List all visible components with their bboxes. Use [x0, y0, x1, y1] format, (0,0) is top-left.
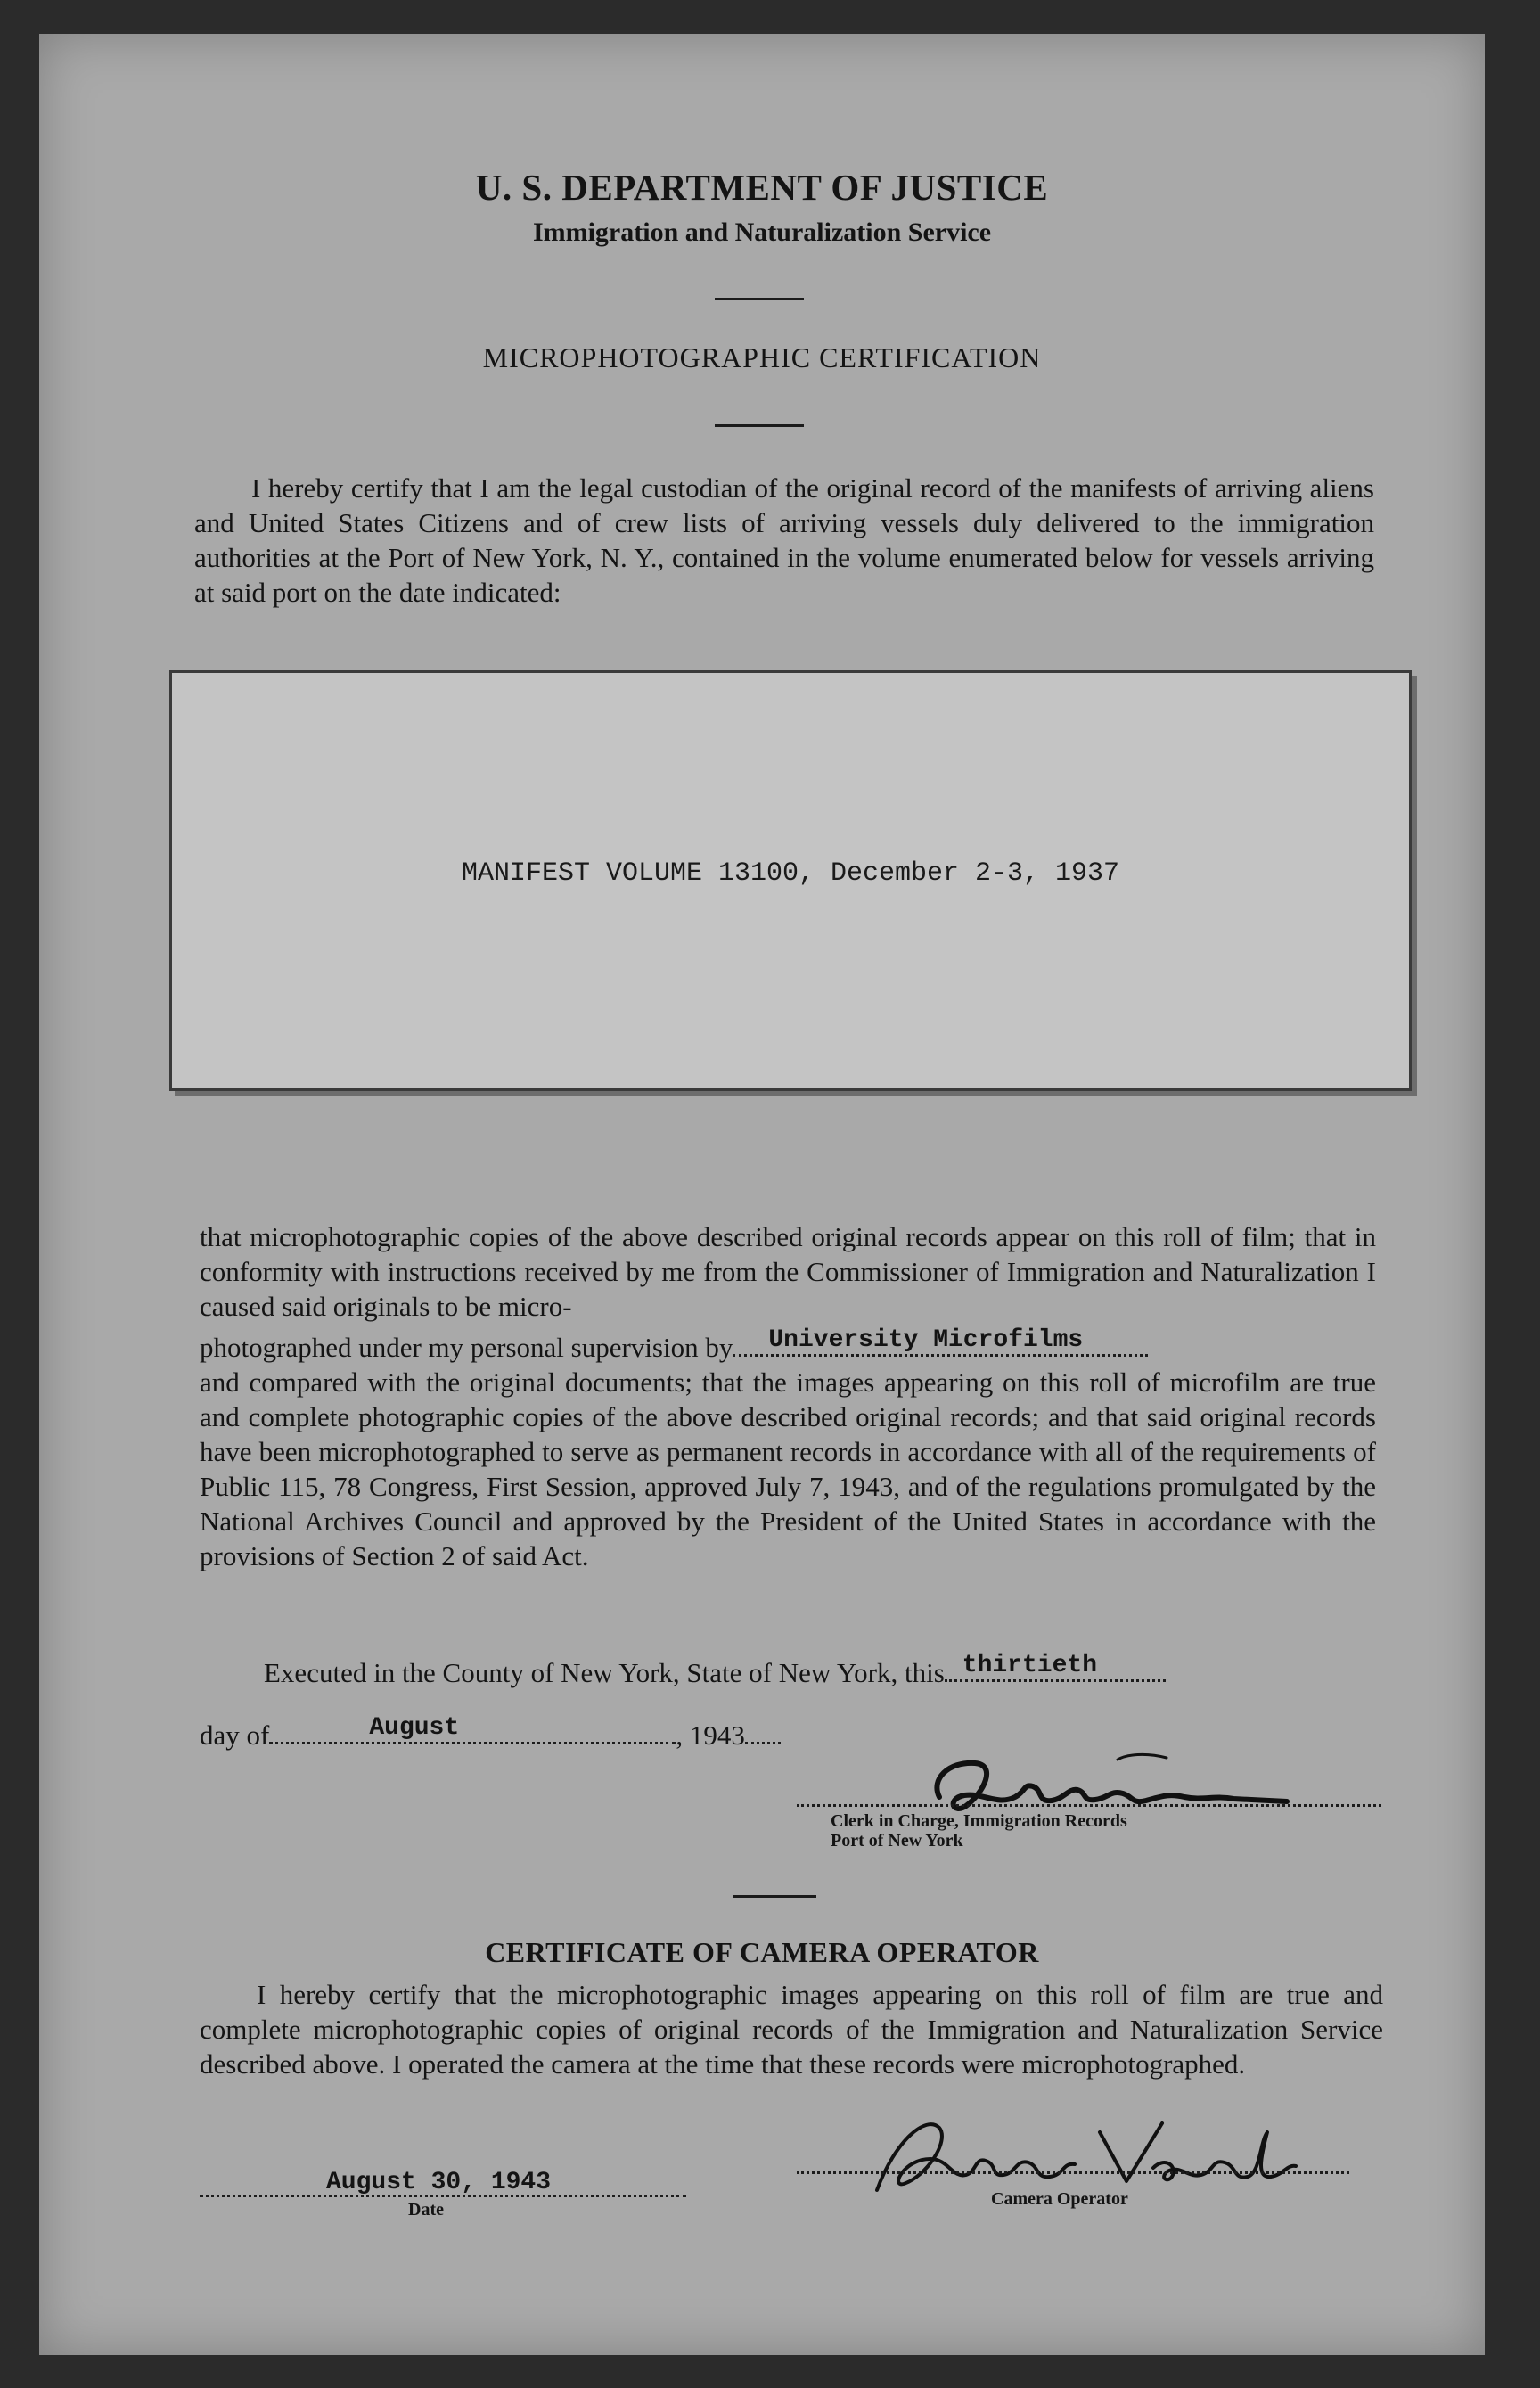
- service-subheading: Immigration and Naturalization Service: [532, 217, 992, 247]
- date-field: [200, 2162, 686, 2197]
- volume-box: [169, 670, 1412, 1091]
- year-dots: [745, 1711, 781, 1744]
- year-text: , 1943: [676, 1719, 745, 1751]
- certification-para-start: that microphotographic copies of the above described original records appear on this roll of film; that in conformity with instructions received by me from the Commissioner of Immigration and Naturalization I caused said originals to be micro-: [200, 1221, 1376, 1322]
- certification-title: MICROPHOTOGRAPHIC CERTIFICATION: [482, 341, 1042, 373]
- divider-top: [715, 298, 804, 300]
- date-label: Date: [408, 2200, 444, 2220]
- volume-text: MANIFEST VOLUME 13100, December 2-3, 1937: [461, 858, 1120, 889]
- certificate-page: [39, 34, 1485, 2355]
- executed-line: [264, 1649, 1380, 1690]
- intro-paragraph: I hereby certify that I am the legal custodian of the original record of the manifests of arriving aliens and United States Citizens and of crew lists of arriving vessels duly delivered to the immigration authorities at the Port of New York, N. Y., contained in the volume enumerated below for vessels arriving at said port on the date indicated:: [194, 472, 1374, 608]
- executed-day-field: [945, 1649, 1166, 1682]
- operator-signature-line: [797, 2171, 1349, 2174]
- camera-operator-label: Camera Operator: [991, 2189, 1128, 2209]
- divider-mid: [715, 424, 804, 427]
- clerk-signature-line: [797, 1804, 1381, 1807]
- day-of-line: [200, 1711, 877, 1752]
- date-value: August 30, 1943: [326, 2169, 552, 2196]
- month-value: August: [369, 1714, 460, 1742]
- certification-para-rest: and compared with the original documents; that the images appearing on this roll of microfilm are true and complete photographic copies of the above described original records; and that said original records have been microphotographed to serve as permanent records in accordance with all of the requirements of Public 115, 78 Congress, First Session, approved July 7, 1943, and of the regulations promulgated by the National Archives Council and approved by the President of the United States in accordance with the provisions of Section 2 of said Act.: [200, 1366, 1376, 1571]
- clerk-title-line1: Clerk in Charge, Immigration Records: [831, 1811, 1127, 1831]
- department-heading: U. S. DEPARTMENT OF JUSTICE: [475, 167, 1049, 208]
- clerk-title-line2: Port of New York: [831, 1831, 963, 1850]
- photographed-by-prefix: photographed under my personal supervision by: [200, 1332, 733, 1363]
- photographed-by-value: University Microfilms: [768, 1326, 1084, 1354]
- executed-prefix: Executed in the County of New York, State of New York, this: [264, 1657, 945, 1688]
- divider-bottom: [733, 1895, 816, 1898]
- certification-paragraph: [200, 1219, 1376, 1573]
- executed-day-value: thirtieth: [962, 1652, 1097, 1679]
- month-field: [269, 1711, 676, 1744]
- day-of-label: day of: [200, 1719, 270, 1751]
- camera-operator-paragraph: I hereby certify that the microphotographic images appearing on this roll of film are true and complete microphotographic copies of original records of the Immigration and Naturalization Service described above. I operated the camera at the time that these records were microphotographed.: [200, 1979, 1383, 2080]
- camera-operator-title: CERTIFICATE OF CAMERA OPERATOR: [485, 1936, 1039, 1968]
- photographed-by-field: [733, 1324, 1148, 1357]
- photographed-by-line: [200, 1324, 1376, 1365]
